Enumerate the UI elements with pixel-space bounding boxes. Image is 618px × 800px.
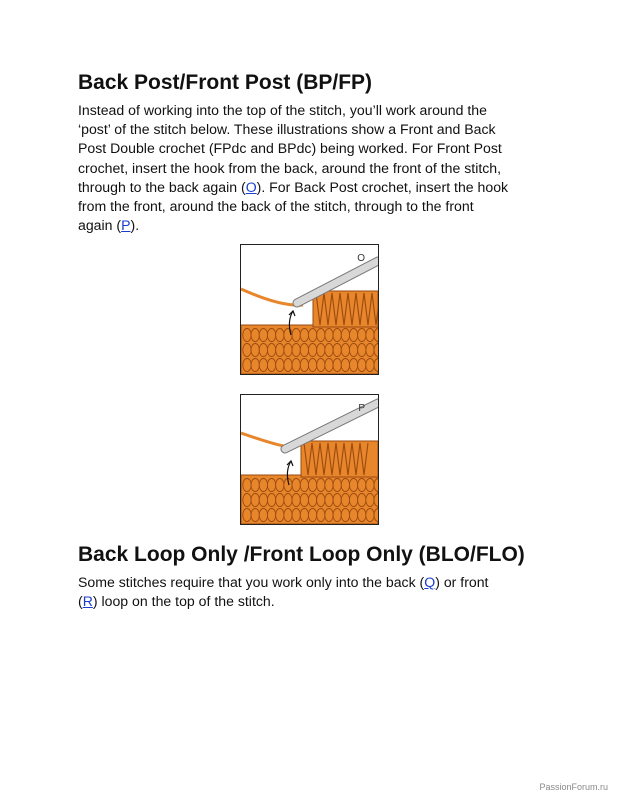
stitch-loop — [259, 479, 267, 492]
stitch-loop — [259, 329, 267, 342]
stitch-loop — [267, 494, 275, 507]
section-paragraph-blo-flo — [78, 573, 548, 611]
back-post-crochet-illustration-icon — [241, 395, 378, 524]
stitch-loop — [300, 509, 308, 522]
stitch-loop — [267, 359, 275, 372]
stitch-loop — [308, 479, 316, 492]
stitch-loop — [251, 329, 259, 342]
section-heading-blo-flo: Back Loop Only /Front Loop Only (BLO/FLO) — [78, 543, 525, 566]
stitch-loop — [308, 329, 316, 342]
stitch-loop — [243, 344, 251, 357]
stitch-loop — [325, 344, 333, 357]
stitch-loop — [300, 344, 308, 357]
text-run: Instead of working into the top of the stitch, you’ll work around the — [78, 102, 487, 118]
stitch-loop — [349, 344, 357, 357]
stitch-loop — [308, 359, 316, 372]
text-run: ( — [78, 593, 83, 610]
stitch-loop — [317, 344, 325, 357]
stitch-loop — [300, 494, 308, 507]
front-post-crochet-illustration-icon — [241, 245, 378, 374]
stitch-loop — [251, 494, 259, 507]
stitch-loop — [300, 329, 308, 342]
stitch-loop — [317, 509, 325, 522]
stitch-loop — [341, 479, 349, 492]
stitch-loop — [349, 359, 357, 372]
stitch-loop — [341, 359, 349, 372]
paragraph-line — [78, 592, 548, 611]
stitch-loop — [317, 359, 325, 372]
stitch-loop — [333, 329, 341, 342]
stitch-loop — [341, 509, 349, 522]
figure-front-post — [240, 244, 379, 375]
stitch-loop — [300, 359, 308, 372]
stitch-loop — [366, 479, 374, 492]
text-run: from the front, around the back of the stitch, through to the front — [78, 198, 474, 215]
stitch-loop — [325, 494, 333, 507]
stitch-loop — [333, 494, 341, 507]
stitch-loop — [333, 509, 341, 522]
stitch-loop — [276, 509, 284, 522]
figure-link-p[interactable]: P — [121, 217, 131, 234]
stitch-loop — [292, 329, 300, 342]
stitch-loop — [267, 344, 275, 357]
stitch-loop — [333, 344, 341, 357]
paragraph-line — [78, 120, 548, 139]
stitch-loop — [333, 479, 341, 492]
stitch-loop — [349, 329, 357, 342]
text-run: ‘post’ of the stitch below. These illustrations show a Front and Back — [78, 121, 496, 138]
stitch-loop — [333, 359, 341, 372]
watermark-text: PassionForum.ru — [539, 782, 608, 792]
figure-link-o[interactable]: O — [245, 178, 257, 195]
stitch-loop — [358, 359, 366, 372]
stitch-loop — [243, 509, 251, 522]
stitch-loop — [317, 494, 325, 507]
stitch-loop — [251, 344, 259, 357]
text-run: again ( — [78, 217, 122, 234]
text-run: Post Double crochet (FPdc and BPdc) being worked. For Front Post — [78, 140, 502, 157]
stitch-loop — [366, 509, 374, 522]
stitch-loop — [358, 329, 366, 342]
stitch-loop — [276, 344, 284, 357]
section-paragraph-bp-fp — [78, 101, 548, 235]
stitch-loop — [276, 359, 284, 372]
paragraph-line — [78, 159, 548, 178]
stitch-loop — [251, 479, 259, 492]
stitch-loop — [243, 329, 251, 342]
stitch-loop — [276, 329, 284, 342]
figure-link-r[interactable]: R — [82, 593, 93, 610]
stitch-loop — [349, 494, 357, 507]
stitch-loop — [325, 509, 333, 522]
stitch-loop — [292, 344, 300, 357]
stitch-loop — [276, 479, 284, 492]
stitch-loop — [292, 494, 300, 507]
stitch-loop — [366, 494, 374, 507]
text-run: ). For Back Post crochet, insert the hook — [256, 178, 509, 195]
stitch-loop — [358, 509, 366, 522]
stitch-loop — [325, 359, 333, 372]
figure-back-post — [240, 394, 379, 525]
stitch-loop — [243, 494, 251, 507]
paragraph-line — [78, 101, 548, 120]
text-run: Some stitches require that you work only into the back ( — [78, 574, 425, 590]
paragraph-line — [78, 573, 548, 592]
text-run: ). — [130, 217, 140, 234]
stitch-loop — [251, 509, 259, 522]
figure-link-q[interactable]: Q — [424, 574, 436, 590]
stitch-loop — [292, 359, 300, 372]
stitch-loop — [358, 344, 366, 357]
stitch-loop — [284, 359, 292, 372]
stitch-loop — [358, 479, 366, 492]
text-run: ) loop on the top of the stitch. — [92, 593, 275, 610]
stitch-loop — [284, 344, 292, 357]
stitch-loop — [259, 494, 267, 507]
stitch-loop — [325, 479, 333, 492]
text-run: crochet, insert the hook from the back, around the front of the stitch, — [78, 159, 502, 176]
paragraph-line — [78, 139, 548, 158]
stitch-loop — [308, 509, 316, 522]
stitch-loop — [267, 329, 275, 342]
stitch-loop — [341, 344, 349, 357]
stitch-loop — [366, 329, 374, 342]
stitch-loop — [259, 359, 267, 372]
paragraph-line — [78, 178, 548, 197]
stitch-loop — [358, 494, 366, 507]
stitch-loop — [284, 494, 292, 507]
section-heading-bp-fp: Back Post/Front Post (BP/FP) — [78, 71, 373, 94]
stitch-loop — [243, 479, 251, 492]
stitch-loop — [308, 494, 316, 507]
figure-label-o: O — [357, 253, 365, 264]
stitch-loop — [243, 359, 251, 372]
stitch-loop — [349, 509, 357, 522]
stitch-loop — [276, 494, 284, 507]
stitch-loop — [259, 509, 267, 522]
stitch-loop — [341, 329, 349, 342]
stitch-loop — [267, 509, 275, 522]
stitch-loop — [341, 494, 349, 507]
paragraph-line — [78, 216, 548, 235]
stitch-loop — [317, 479, 325, 492]
stitch-loop — [292, 479, 300, 492]
stitch-loop — [325, 329, 333, 342]
stitch-loop — [317, 329, 325, 342]
stitch-loop — [300, 479, 308, 492]
stitch-loop — [366, 359, 374, 372]
stitch-loop — [284, 509, 292, 522]
text-run: through to the back again ( — [78, 178, 246, 195]
stitch-loop — [251, 359, 259, 372]
stitch-loop — [259, 344, 267, 357]
figure-label-p: P — [358, 403, 365, 414]
paragraph-line — [78, 197, 548, 216]
stitch-loop — [308, 344, 316, 357]
stitch-loop — [366, 344, 374, 357]
text-run: ) or front — [435, 574, 489, 590]
stitch-loop — [267, 479, 275, 492]
stitch-loop — [292, 509, 300, 522]
stitch-loop — [349, 479, 357, 492]
